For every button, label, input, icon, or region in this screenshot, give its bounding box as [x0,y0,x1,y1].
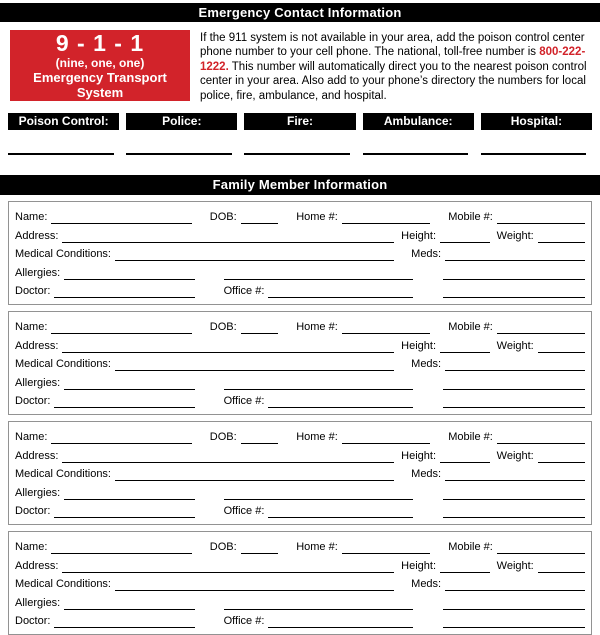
dob-label: DOB: [209,321,237,334]
member-row-doctor [15,611,585,628]
meds-line-3 [443,626,586,628]
allergies-line-2 [224,608,414,610]
height-label: Height: [401,559,437,572]
doctor-label: Doctor: [15,395,51,408]
top-section [10,30,590,103]
dob-field [210,211,278,224]
office-phone-field [224,395,414,408]
weight-label: Weight: [496,339,534,352]
dob-line [241,332,278,334]
height-line [440,241,489,243]
member-row-allergies [15,483,585,500]
member-row-address [15,446,585,463]
address-label: Address: [15,559,59,572]
meds-field [411,578,585,591]
mobile-phone-line [497,222,585,224]
weight-label: Weight: [496,449,534,462]
name-label: Name: [15,541,48,554]
meds-line [445,259,585,261]
family-members-list [8,201,592,635]
name-label: Name: [15,321,48,334]
home-phone-label: Home #: [296,321,338,334]
allergies-label: Allergies: [15,596,61,609]
doctor-field [15,615,195,628]
weight-field [497,340,585,353]
name-line [51,442,191,444]
medical-conditions-label: Medical Conditions: [15,358,111,371]
member-row-address [15,556,585,573]
mobile-phone-field [448,541,585,554]
family-member-card [8,201,592,305]
dob-field [210,321,278,334]
name-line [51,222,191,224]
medical-conditions-line [115,259,394,261]
doctor-line [54,516,194,518]
section-header-family [0,175,600,195]
section-header-emergency [0,3,600,22]
office-phone-field [224,505,414,518]
dob-label: DOB: [209,211,237,224]
meds-field [411,248,585,261]
contact-label-ambulance: Ambulance: [363,113,474,130]
dob-label: DOB: [209,541,237,554]
weight-field [497,230,585,243]
emergency-contacts-lines [8,153,592,155]
instructions-after-phone: This number will automatically direct you to the nearest poison control center in your area. Also add to your phone’s directory the numbers for local police, fire, ambulance, and hospital. [200,60,587,102]
medical-conditions-label: Medical Conditions: [15,578,111,591]
meds-line [445,589,585,591]
name-field [15,321,192,334]
name-label: Name: [15,211,48,224]
mobile-phone-line [497,442,585,444]
name-field [15,431,192,444]
office-phone-label: Office #: [223,615,265,628]
medical-conditions-line [115,369,394,371]
home-phone-field [296,541,430,554]
medical-conditions-label: Medical Conditions: [15,468,111,481]
meds-line-2 [443,278,586,280]
name-label: Name: [15,431,48,444]
member-row-name [15,317,585,334]
member-row-name [15,427,585,444]
meds-line-3 [443,296,586,298]
home-phone-field [296,321,430,334]
doctor-field [15,285,195,298]
911-pronunciation: (nine, one, one) [55,56,145,70]
member-row-name [15,207,585,224]
meds-label: Meds: [411,468,442,481]
member-row-medical [15,244,585,261]
height-line [440,351,489,353]
doctor-line [54,406,194,408]
allergies-line-2 [224,388,414,390]
address-label: Address: [15,339,59,352]
member-row-address [15,336,585,353]
allergies-line-2 [224,278,414,280]
meds-label: Meds: [411,248,442,261]
meds-field [411,358,585,371]
office-phone-line [268,516,413,518]
member-row-allergies [15,593,585,610]
medical-conditions-label: Medical Conditions: [15,248,111,261]
address-field [15,450,394,463]
member-row-allergies [15,373,585,390]
address-field [15,340,394,353]
weight-line [538,351,585,353]
dob-field [210,541,278,554]
dob-line [241,222,278,224]
address-line [62,461,394,463]
height-field [401,230,489,243]
contact-label-fire: Fire: [244,113,355,130]
height-label: Height: [401,229,437,242]
meds-line-2 [443,608,586,610]
meds-line [445,369,585,371]
emergency-header-title: Emergency Contact Information [198,5,402,20]
family-header-title: Family Member Information [212,177,388,193]
office-phone-field [224,615,414,628]
allergies-label: Allergies: [15,266,61,279]
medical-conditions-line [115,589,394,591]
dob-line [241,442,278,444]
home-phone-line [342,222,430,224]
medical-conditions-field [15,468,394,481]
office-phone-label: Office #: [223,395,265,408]
mobile-phone-line [497,332,585,334]
member-row-doctor [15,501,585,518]
name-line [51,552,191,554]
address-label: Address: [15,229,59,242]
address-line [62,571,394,573]
office-phone-line [268,406,413,408]
allergies-line-2 [224,498,414,500]
weight-line [538,571,585,573]
office-phone-line [268,626,413,628]
home-phone-label: Home #: [296,211,338,224]
meds-line [445,479,585,481]
mobile-phone-field [448,211,585,224]
name-field [15,211,192,224]
emergency-form-sheet [0,3,600,635]
dob-line [241,552,278,554]
family-member-card [8,311,592,415]
allergies-field [15,267,195,280]
weight-label: Weight: [496,229,534,242]
mobile-phone-line [497,552,585,554]
member-row-medical [15,464,585,481]
height-field [401,560,489,573]
dob-field [210,431,278,444]
office-phone-line [268,296,413,298]
member-row-medical [15,574,585,591]
contact-label-police: Police: [126,113,237,130]
family-member-card [8,531,592,635]
meds-label: Meds: [411,578,442,591]
height-field [401,450,489,463]
doctor-label: Doctor: [15,505,51,518]
allergies-field [15,597,195,610]
mobile-phone-label: Mobile #: [448,321,493,334]
medical-conditions-field [15,248,394,261]
weight-line [538,461,585,463]
police-line [126,153,232,155]
doctor-label: Doctor: [15,615,51,628]
meds-line-3 [443,516,586,518]
home-phone-field [296,431,430,444]
allergies-line [64,608,194,610]
member-row-doctor [15,281,585,298]
poison-control-phone: 800-222-1222. [200,46,586,73]
member-row-allergies [15,263,585,280]
height-line [440,571,489,573]
allergies-label: Allergies: [15,486,61,499]
weight-line [538,241,585,243]
dob-label: DOB: [209,431,237,444]
address-field [15,560,394,573]
doctor-line [54,296,194,298]
meds-line-2 [443,388,586,390]
weight-field [497,560,585,573]
allergies-field [15,487,195,500]
meds-label: Meds: [411,358,442,371]
home-phone-line [342,332,430,334]
home-phone-label: Home #: [296,431,338,444]
911-callout [10,30,190,101]
911-subtitle: Emergency Transport System [33,70,167,100]
emergency-contacts-row [8,113,592,130]
instructions-before-phone: If the 911 system is not available in your area, add the poison control center phone number to your cell phone. The national, toll-free number is [200,32,585,59]
member-row-medical [15,354,585,371]
mobile-phone-field [448,431,585,444]
mobile-phone-field [448,321,585,334]
mobile-phone-label: Mobile #: [448,541,493,554]
address-label: Address: [15,449,59,462]
weight-label: Weight: [496,559,534,572]
contact-label-poison-control: Poison Control: [8,113,119,130]
home-phone-line [342,442,430,444]
office-phone-field [224,285,414,298]
allergies-line [64,498,194,500]
address-line [62,241,394,243]
office-phone-label: Office #: [223,285,265,298]
911-number: 9 - 1 - 1 [55,30,145,56]
fire-line [244,153,350,155]
allergies-line [64,388,194,390]
meds-field [411,468,585,481]
mobile-phone-label: Mobile #: [448,431,493,444]
member-row-address [15,226,585,243]
ambulance-line [363,153,469,155]
doctor-field [15,395,195,408]
medical-conditions-line [115,479,394,481]
height-label: Height: [401,449,437,462]
allergies-label: Allergies: [15,376,61,389]
address-field [15,230,394,243]
height-label: Height: [401,339,437,352]
allergies-line [64,278,194,280]
name-line [51,332,191,334]
meds-line-2 [443,498,586,500]
medical-conditions-field [15,358,394,371]
name-field [15,541,192,554]
doctor-label: Doctor: [15,285,51,298]
member-row-doctor [15,391,585,408]
doctor-line [54,626,194,628]
poison-control-line [8,153,114,155]
hospital-line [481,153,587,155]
home-phone-field [296,211,430,224]
allergies-field [15,377,195,390]
contact-label-hospital: Hospital: [481,113,592,130]
address-line [62,351,394,353]
family-member-card [8,421,592,525]
doctor-field [15,505,195,518]
weight-field [497,450,585,463]
height-line [440,461,489,463]
member-row-name [15,537,585,554]
medical-conditions-field [15,578,394,591]
meds-line-3 [443,406,586,408]
instructions-text [200,30,590,103]
office-phone-label: Office #: [223,505,265,518]
home-phone-line [342,552,430,554]
mobile-phone-label: Mobile #: [448,211,493,224]
home-phone-label: Home #: [296,541,338,554]
height-field [401,340,489,353]
